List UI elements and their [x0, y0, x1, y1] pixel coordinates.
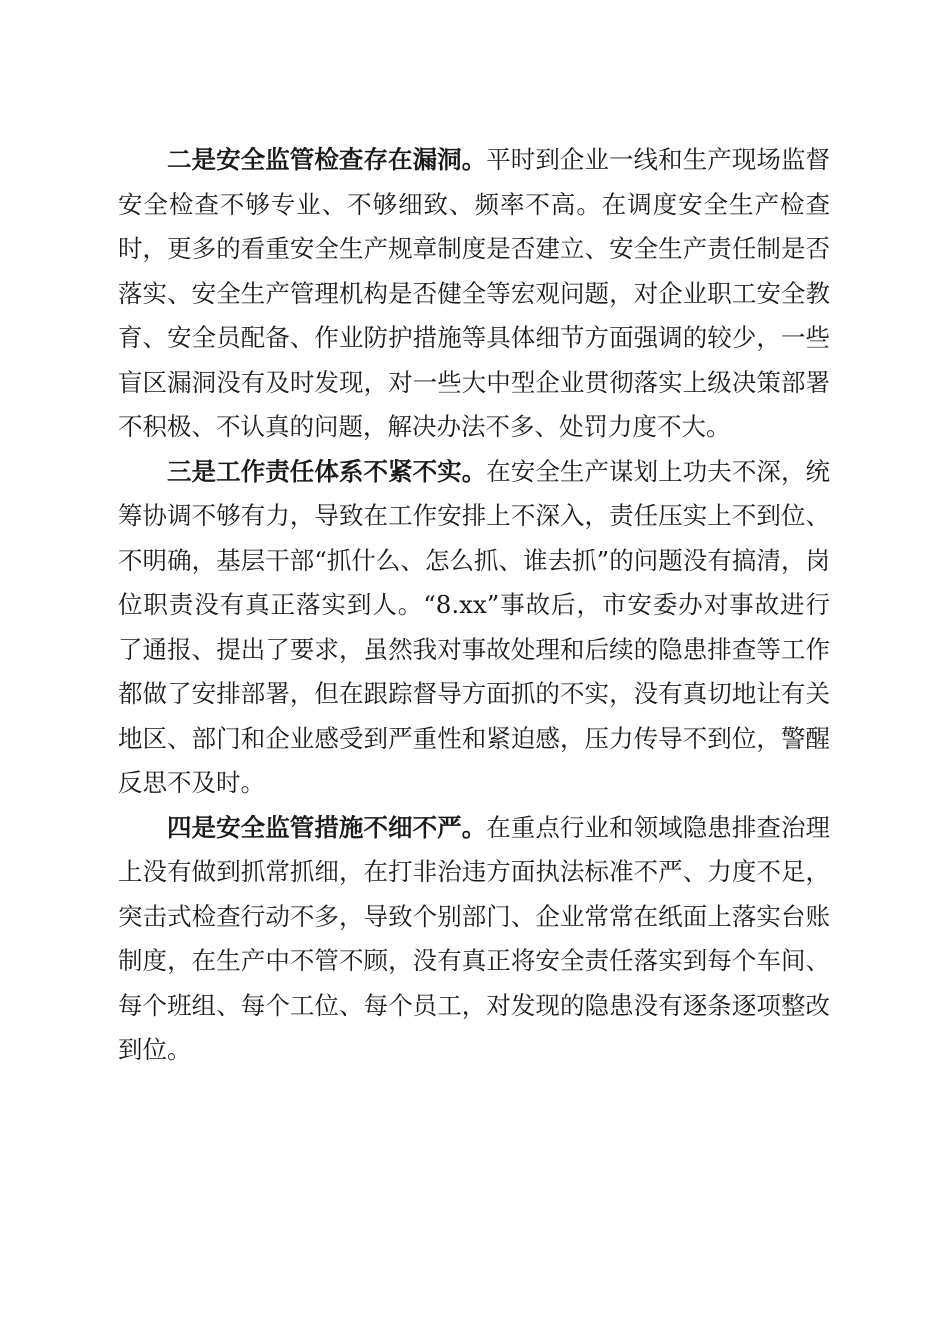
- paragraph-text: 在重点行业和领域隐患排查治理上没有做到抓常抓细，在打非治违方面执法标准不严、力度不足，突击式检查行动不多，导致个别部门、企业常常在纸面上落实台账制度，在生产中不管不顾，没有真正将安全责任落实到每个车间、每个班组、每个工位、每个员工，对发现的隐患没有逐条逐项整改到位。: [118, 812, 830, 1064]
- paragraph-heading: 三是工作责任体系不紧不实。: [167, 456, 487, 486]
- document-body: [118, 138, 830, 1073]
- paragraph-heading: 二是安全监管检查存在漏洞。: [167, 145, 487, 174]
- paragraph-supervision-loopholes: [118, 138, 830, 450]
- paragraph-text: 在安全生产谋划上功夫不深，统筹协调不够有力，导致在工作安排上不深入，责任压实上不到位、不明确，基层干部“抓什么、怎么抓、谁去抓”的问题没有搞清，岗位职责没有真正落实到人。“8.xx”事故后，市安委办对事故进行了通报、提出了要求，虽然我对事故处理和后续的隐患排查等工作都做了安排部署，但在跟踪督导方面抓的不实，没有真切地让有关地区、部门和企业感受到严重性和紧迫感，压力传导不到位，警醒反思不及时。: [118, 456, 830, 797]
- paragraph-text: 平时到企业一线和生产现场监督安全检查不够专业、不够细致、频率不高。在调度安全生产检查时，更多的看重安全生产规章制度是否建立、安全生产责任制是否落实、安全生产管理机构是否健全等宏观问题，对企业职工安全教育、安全员配备、作业防护措施等具体细节方面强调的较少，一些盲区漏洞没有及时发现，对一些大中型企业贯彻落实上级决策部署不积极、不认真的问题，解决办法不多、处罚力度不大。: [118, 145, 830, 441]
- paragraph-responsibility-system: [118, 450, 830, 806]
- paragraph-supervision-measures: [118, 806, 830, 1073]
- paragraph-heading: 四是安全监管措施不细不严。: [167, 812, 487, 842]
